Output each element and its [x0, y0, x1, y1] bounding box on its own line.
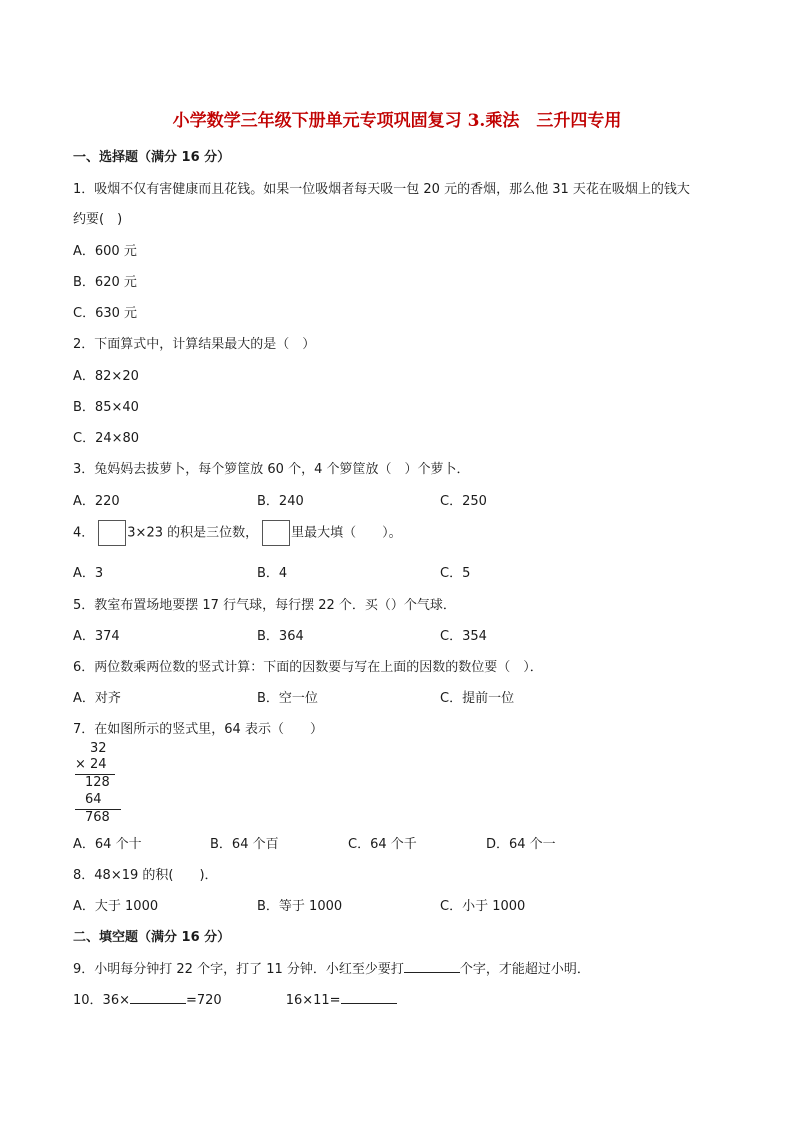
question-8-option-c: C．小于 1000	[440, 899, 526, 914]
question-2-option-a: A．82×20	[73, 369, 139, 384]
question-9	[73, 958, 590, 977]
question-1-line-2: 约要( )	[73, 212, 123, 227]
question-4-option-a: A．3	[73, 566, 104, 581]
vertical-multiplication	[73, 741, 133, 827]
question-6: 6．两位数乘两位数的竖式计算：下面的因数要与写在上面的因数的数位要（ ）．	[73, 660, 543, 675]
section-heading-choice: 一、选择题（满分 16 分）	[73, 150, 231, 165]
question-3: 3．兔妈妈去拔萝卜，每个箩筐放 60 个，4 个箩筐放（ ）个萝卜．	[73, 462, 470, 477]
answer-blank[interactable]	[341, 991, 397, 1004]
question-10	[73, 989, 397, 1008]
question-2-option-b: B．85×40	[73, 400, 139, 415]
question-1-option-a: A．600 元	[73, 244, 137, 259]
question-8-option-a: A．大于 1000	[73, 899, 159, 914]
question-10-text-2: =720	[185, 993, 222, 1008]
question-4-text-2: 里最大填（ ）。	[291, 525, 402, 541]
answer-blank[interactable]	[404, 960, 460, 973]
answer-box[interactable]	[262, 520, 290, 546]
question-5-option-b: B．364	[257, 629, 304, 644]
question-5: 5．教室布置场地要摆 17 行气球，每行摆 22 个．买（）个气球．	[73, 598, 456, 613]
question-5-option-a: A．374	[73, 629, 120, 644]
question-8: 8．48×19 的积( )．	[73, 868, 218, 883]
question-4-number: 4．	[73, 525, 95, 541]
calc-partial-product-2: 64	[85, 792, 102, 807]
answer-blank[interactable]	[130, 991, 186, 1004]
question-10-text-1: 10．36×	[73, 993, 130, 1008]
question-9-text-1: 9．小明每分钟打 22 个字，打了 11 分钟．小红至少要打	[73, 962, 404, 977]
question-9-text-2: 个字，才能超过小明．	[459, 962, 590, 977]
question-3-option-c: C．250	[440, 494, 487, 509]
question-10-text-3: 16×11=	[285, 993, 341, 1008]
calc-multiply-sign: ×	[75, 757, 86, 772]
question-6-option-a: A．对齐	[73, 691, 121, 706]
section-heading-fill-in: 二、填空题（满分 16 分）	[73, 930, 231, 945]
question-7-option-a: A．64 个十	[73, 837, 142, 852]
question-4-text-1: 3×23 的积是三位数，	[127, 525, 259, 541]
calc-result: 768	[85, 810, 110, 825]
question-4	[73, 520, 402, 547]
question-7-option-d: D．64 个一	[486, 837, 556, 852]
calc-multiplicand: 32	[90, 741, 107, 756]
question-7: 7．在如图所示的竖式里，64 表示（ ）	[73, 722, 323, 737]
calc-multiplier: 24	[90, 757, 107, 772]
question-4-option-b: B．4	[257, 566, 288, 581]
question-4-option-c: C．5	[440, 566, 471, 581]
page-title: 小学数学三年级下册单元专项巩固复习 3.乘法 三升四专用	[172, 111, 622, 131]
question-3-option-b: B．240	[257, 494, 304, 509]
calc-partial-product-1: 128	[85, 775, 110, 790]
question-8-option-b: B．等于 1000	[257, 899, 343, 914]
question-1-line-1: 1．吸烟不仅有害健康而且花钱。如果一位吸烟者每天吸一包 20 元的香烟，那么他 31 天花在吸烟上的钱大	[73, 182, 690, 197]
question-6-option-c: C．提前一位	[440, 691, 515, 706]
question-1-option-b: B．620 元	[73, 275, 137, 290]
question-5-option-c: C．354	[440, 629, 487, 644]
question-2: 2．下面算式中，计算结果最大的是（ ）	[73, 337, 316, 352]
answer-box[interactable]	[98, 520, 126, 546]
question-7-option-b: B．64 个百	[210, 837, 279, 852]
question-3-option-a: A．220	[73, 494, 120, 509]
question-2-option-c: C．24×80	[73, 431, 140, 446]
question-1-option-c: C．630 元	[73, 306, 138, 321]
question-6-option-b: B．空一位	[257, 691, 318, 706]
question-7-option-c: C．64 个千	[348, 837, 417, 852]
